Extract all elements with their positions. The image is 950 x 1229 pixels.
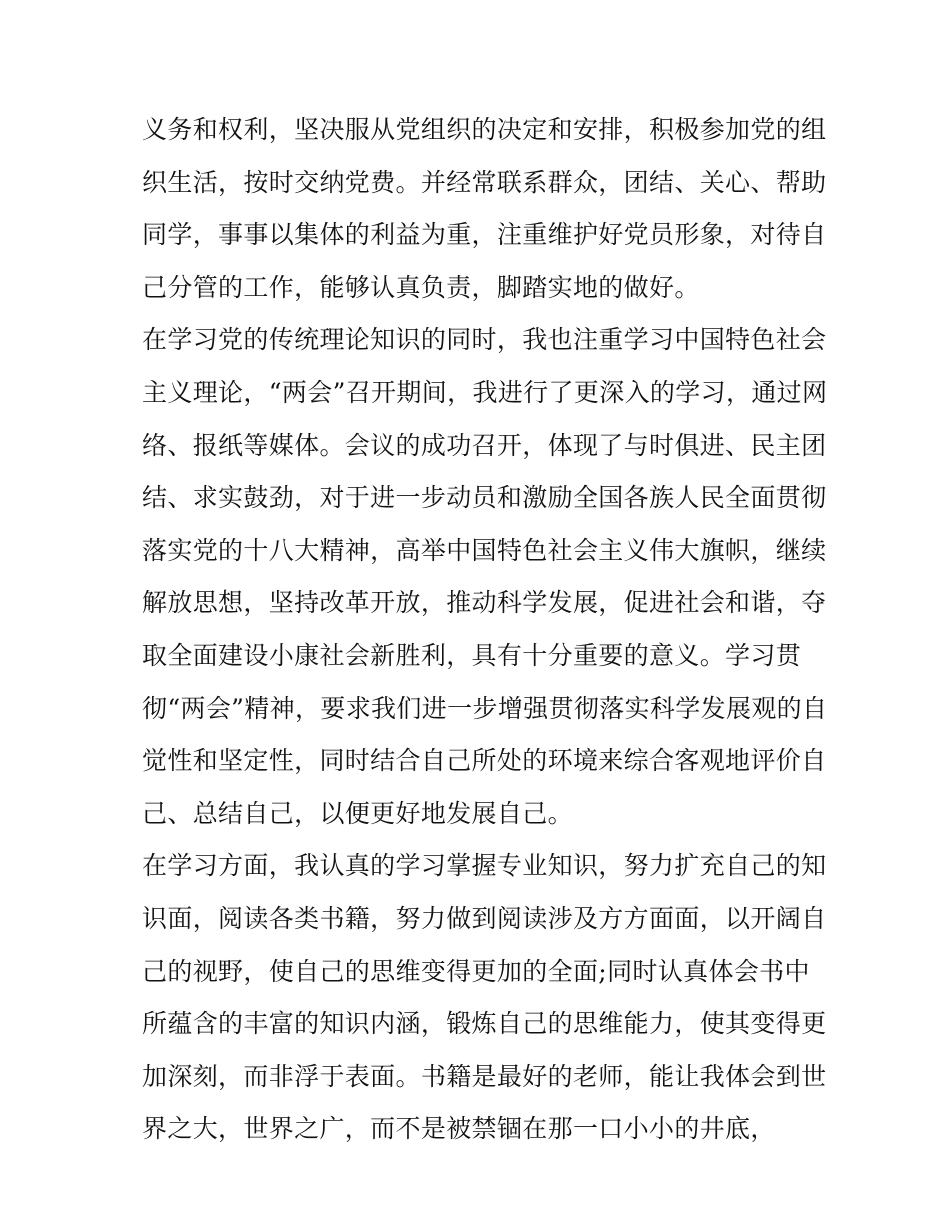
text-line: 己、总结自己，以便更好地发展自己。 [142, 798, 573, 828]
text-line: 织生活，按时交纳党费。并经常联系群众，团结、关心、帮助 [142, 167, 827, 197]
text-line: 主义理论，“两会”召开期间，我进行了更深入的学习，通过网 [142, 377, 828, 407]
text-line: 己的视野，使自己的思维变得更加的全面;同时认真体会书中 [142, 956, 810, 986]
text-line: 加深刻，而非浮于表面。书籍是最好的老师，能让我体会到世 [142, 1061, 827, 1091]
text-line: 在学习方面，我认真的学习掌握专业知识，努力扩充自己的知 [142, 851, 827, 881]
text-line: 同学，事事以集体的利益为重，注重维护好党员形象，对待自 [142, 220, 827, 250]
document-body [142, 104, 828, 1156]
text-line: 己分管的工作，能够认真负责，脚踏实地的做好。 [142, 272, 700, 302]
text-line: 所蕴含的丰富的知识内涵，锻炼自己的思维能力，使其变得更 [142, 1009, 827, 1039]
text-line: 在学习党的传统理论知识的同时，我也注重学习中国特色社会 [142, 325, 827, 355]
text-line: 解放思想，坚持改革开放，推动科学发展，促进社会和谐，夺 [142, 588, 827, 618]
text-line: 觉性和坚定性，同时结合自己所处的环境来综合客观地评价自 [142, 746, 827, 776]
text-line: 识面，阅读各类书籍，努力做到阅读涉及方方面面，以开阔自 [142, 903, 827, 933]
text-line: 络、报纸等媒体。会议的成功召开，体现了与时俱进、民主团 [142, 430, 827, 460]
text-line: 义务和权利，坚决服从党组织的决定和安排，积极参加党的组 [142, 115, 827, 144]
text-line: 落实党的十八大精神，高举中国特色社会主义伟大旗帜，继续 [142, 535, 827, 565]
text-line: 界之大，世界之广，而不是被禁锢在那一口小小的井底， [142, 1114, 776, 1144]
text-line: 结、求实鼓劲，对于进一步动员和激励全国各族人民全面贯彻 [142, 483, 827, 513]
text-line: 取全面建设小康社会新胜利，具有十分重要的意义。学习贯 [142, 640, 802, 670]
text-line: 彻“两会”精神，要求我们进一步增强贯彻落实科学发展观的自 [142, 693, 828, 723]
